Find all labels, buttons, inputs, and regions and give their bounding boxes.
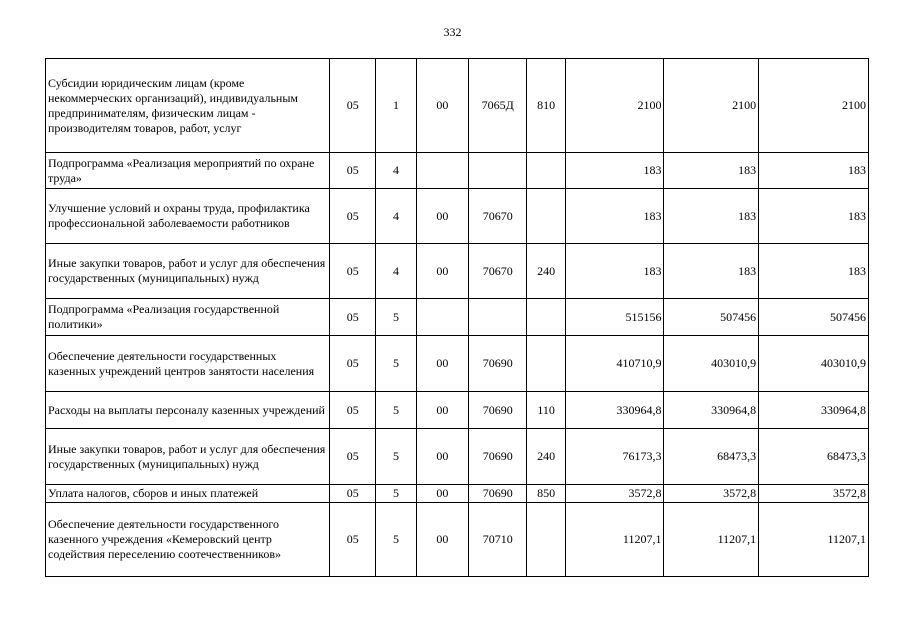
cell-expense-type: [527, 299, 565, 336]
cell-expense-type: 240: [527, 244, 565, 299]
cell-amount-year3: 183: [759, 153, 869, 189]
cell-amount-year1: 76173,3: [565, 429, 664, 485]
cell-section: 05: [330, 59, 376, 153]
cell-amount-year2: 403010,9: [664, 336, 759, 392]
cell-section: 05: [330, 485, 376, 503]
row-name: Подпрограмма «Реализация мероприятий по охране труда»: [46, 153, 330, 189]
cell-subsection: 5: [376, 299, 416, 336]
cell-section: 05: [330, 299, 376, 336]
row-name: Расходы на выплаты персоналу казенных учреждений: [46, 392, 330, 429]
row-name: Иные закупки товаров, работ и услуг для обеспечения государственных (муниципальных) нужд: [46, 244, 330, 299]
cell-target-direction: [469, 153, 527, 189]
cell-section: 05: [330, 336, 376, 392]
table-row: [46, 429, 869, 485]
table-row: [46, 59, 869, 153]
table-row: [46, 336, 869, 392]
cell-amount-year2: 2100: [664, 59, 759, 153]
cell-subsection: 4: [376, 244, 416, 299]
cell-expense-type: 810: [527, 59, 565, 153]
table-row: [46, 485, 869, 503]
page-number: 332: [443, 25, 462, 39]
cell-amount-year3: 183: [759, 189, 869, 244]
cell-amount-year2: 330964,8: [664, 392, 759, 429]
cell-amount-year1: 183: [565, 153, 664, 189]
cell-target-direction: 70690: [469, 485, 527, 503]
cell-section: 05: [330, 153, 376, 189]
cell-target-program: 00: [416, 336, 468, 392]
cell-amount-year1: 2100: [565, 59, 664, 153]
cell-subsection: 5: [376, 429, 416, 485]
cell-amount-year3: 183: [759, 244, 869, 299]
cell-amount-year2: 183: [664, 244, 759, 299]
row-name: Подпрограмма «Реализация государственной политики»: [46, 299, 330, 336]
table-body: [46, 59, 869, 577]
cell-section: 05: [330, 244, 376, 299]
cell-section: 05: [330, 429, 376, 485]
cell-target-program: [416, 299, 468, 336]
cell-amount-year3: 11207,1: [759, 503, 869, 577]
cell-target-direction: 70690: [469, 392, 527, 429]
cell-target-direction: 70670: [469, 244, 527, 299]
cell-target-program: 00: [416, 429, 468, 485]
cell-amount-year1: 515156: [565, 299, 664, 336]
cell-subsection: 1: [376, 59, 416, 153]
cell-amount-year1: 410710,9: [565, 336, 664, 392]
cell-amount-year1: 330964,8: [565, 392, 664, 429]
cell-subsection: 5: [376, 336, 416, 392]
cell-expense-type: 850: [527, 485, 565, 503]
table-row: [46, 299, 869, 336]
cell-amount-year1: 3572,8: [565, 485, 664, 503]
row-name: Субсидии юридическим лицам (кроме некоммерческих организаций), индивидуальным предпринимателям, физическим лицам - производителям товаров, работ, услуг: [46, 59, 330, 153]
cell-target-program: 00: [416, 244, 468, 299]
cell-amount-year3: 330964,8: [759, 392, 869, 429]
cell-amount-year2: 183: [664, 153, 759, 189]
cell-amount-year2: 11207,1: [664, 503, 759, 577]
budget-table: [45, 58, 869, 577]
cell-subsection: 4: [376, 189, 416, 244]
cell-expense-type: [527, 189, 565, 244]
cell-amount-year1: 11207,1: [565, 503, 664, 577]
table-row: [46, 503, 869, 577]
cell-amount-year3: 2100: [759, 59, 869, 153]
table-row: [46, 153, 869, 189]
cell-amount-year3: 507456: [759, 299, 869, 336]
cell-subsection: 5: [376, 485, 416, 503]
cell-target-program: [416, 153, 468, 189]
row-name: Обеспечение деятельности государственного казенного учреждения «Кемеровский центр содействия переселению соотечественников»: [46, 503, 330, 577]
table-row: [46, 392, 869, 429]
cell-target-direction: 70690: [469, 429, 527, 485]
row-name: Иные закупки товаров, работ и услуг для обеспечения государственных (муниципальных) нужд: [46, 429, 330, 485]
cell-subsection: 5: [376, 392, 416, 429]
cell-amount-year2: 183: [664, 189, 759, 244]
cell-amount-year3: 68473,3: [759, 429, 869, 485]
cell-amount-year3: 403010,9: [759, 336, 869, 392]
cell-expense-type: 110: [527, 392, 565, 429]
cell-target-program: 00: [416, 189, 468, 244]
row-name: Улучшение условий и охраны труда, профилактика профессиональной заболеваемости работников: [46, 189, 330, 244]
cell-section: 05: [330, 392, 376, 429]
row-name: Уплата налогов, сборов и иных платежей: [46, 485, 330, 503]
cell-target-program: 00: [416, 59, 468, 153]
cell-subsection: 5: [376, 503, 416, 577]
cell-section: 05: [330, 503, 376, 577]
cell-target-program: 00: [416, 503, 468, 577]
cell-expense-type: [527, 153, 565, 189]
cell-amount-year2: 507456: [664, 299, 759, 336]
cell-target-direction: [469, 299, 527, 336]
cell-amount-year1: 183: [565, 244, 664, 299]
row-name: Обеспечение деятельности государственных казенных учреждений центров занятости населения: [46, 336, 330, 392]
table-row: [46, 189, 869, 244]
cell-amount-year3: 3572,8: [759, 485, 869, 503]
cell-target-direction: 70670: [469, 189, 527, 244]
cell-target-program: 00: [416, 485, 468, 503]
cell-target-direction: 7065Д: [469, 59, 527, 153]
cell-expense-type: 240: [527, 429, 565, 485]
cell-amount-year1: 183: [565, 189, 664, 244]
cell-target-program: 00: [416, 392, 468, 429]
cell-amount-year2: 68473,3: [664, 429, 759, 485]
cell-target-direction: 70690: [469, 336, 527, 392]
table-row: [46, 244, 869, 299]
cell-expense-type: [527, 503, 565, 577]
cell-section: 05: [330, 189, 376, 244]
cell-amount-year2: 3572,8: [664, 485, 759, 503]
cell-subsection: 4: [376, 153, 416, 189]
cell-target-direction: 70710: [469, 503, 527, 577]
cell-expense-type: [527, 336, 565, 392]
